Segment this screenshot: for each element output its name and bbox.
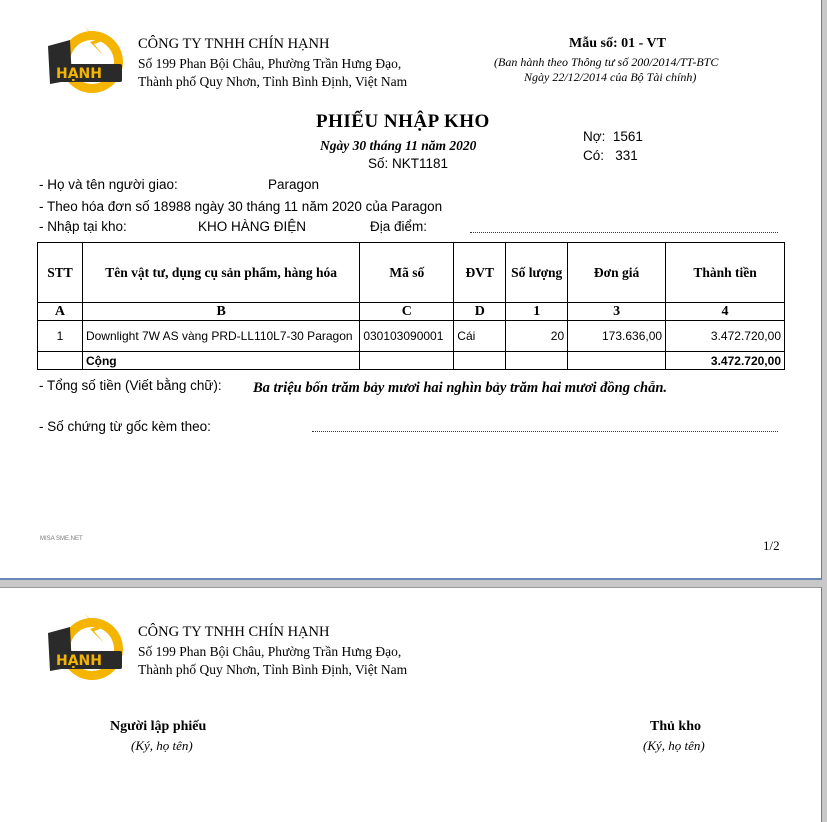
header-amount: Thành tiền — [666, 243, 785, 303]
total-empty-cell — [506, 352, 568, 370]
letter-cell: C — [360, 303, 454, 321]
deliverer-label: - Họ và tên người giao: — [39, 177, 178, 192]
company-address-line2: Thành phố Quy Nhơn, Tỉnh Bình Định, Việt Nam — [138, 74, 408, 89]
document-number-label: Số: — [368, 156, 389, 171]
page-number: 1/2 — [763, 538, 780, 553]
document-number — [368, 156, 448, 171]
row-amount: 3.472.720,00 — [666, 321, 785, 352]
header-name: Tên vật tư, dụng cụ sản phẩm, hàng hóa — [82, 243, 359, 303]
letter-cell: 1 — [506, 303, 568, 321]
header-code: Mã số — [360, 243, 454, 303]
letter-cell: 4 — [666, 303, 785, 321]
attached-docs-label: - Số chứng từ gốc kèm theo: — [39, 419, 211, 434]
form-code: Mẫu số: 01 - VT — [569, 36, 666, 51]
credit-value: 331 — [615, 148, 638, 163]
svg-text:HẠNH: HẠNH — [56, 66, 102, 82]
document-date: Ngày 30 tháng 11 năm 2020 — [320, 138, 477, 153]
total-empty-cell — [454, 352, 506, 370]
company-name: CÔNG TY TNHH CHÍN HẠNH — [138, 624, 330, 640]
debit-value: 1561 — [612, 129, 643, 144]
goods-table — [37, 242, 785, 370]
debit-label: Nợ: — [583, 129, 606, 144]
debit-account — [583, 129, 643, 144]
software-watermark: MISA SME.NET — [40, 536, 83, 542]
warehouse-label: - Nhập tại kho: — [39, 219, 127, 234]
amount-in-words: Ba triệu bốn trăm bảy mươi hai nghìn bảy trăm hai mươi đồng chẵn. — [253, 380, 668, 396]
location-label: Địa điểm: — [370, 219, 428, 234]
total-label: Cộng — [82, 352, 359, 370]
row-name: Downlight 7W AS vàng PRD-LL110L7-30 Paragon — [82, 321, 359, 352]
company-name: CÔNG TY TNHH CHÍN HẠNH — [138, 36, 330, 52]
attached-docs-dotted-line — [312, 431, 778, 432]
document-number-value: NKT1181 — [392, 156, 449, 171]
company-address-line2: Thành phố Quy Nhơn, Tỉnh Bình Định, Việt Nam — [138, 662, 408, 677]
form-issued-line2: Ngày 22/12/2014 của Bộ Tài chính) — [524, 70, 697, 84]
document-page-2 — [0, 587, 822, 822]
header-price: Đơn giá — [568, 243, 666, 303]
location-dotted-line — [470, 232, 778, 233]
total-empty-cell — [38, 352, 83, 370]
company-address-line1: Số 199 Phan Bội Châu, Phường Trần Hưng Đạo, — [138, 644, 402, 659]
credit-label: Có: — [583, 148, 605, 163]
deliverer-value: Paragon — [268, 177, 320, 192]
total-empty-cell — [568, 352, 666, 370]
credit-account — [583, 148, 638, 163]
preparer-signature-sub: (Ký, họ tên) — [131, 738, 193, 753]
letter-cell: A — [38, 303, 83, 321]
company-logo-icon — [44, 611, 126, 687]
header-stt: STT — [38, 243, 83, 303]
row-code: 030103090001 — [360, 321, 454, 352]
svg-text:HẠNH: HẠNH — [56, 653, 102, 669]
letter-cell: B — [82, 303, 359, 321]
header-qty: Số lượng — [506, 243, 568, 303]
row-stt: 1 — [38, 321, 83, 352]
header-unit: ĐVT — [454, 243, 506, 303]
preparer-signature-title: Người lập phiếu — [110, 719, 207, 734]
letter-cell: 3 — [568, 303, 666, 321]
keeper-signature-sub: (Ký, họ tên) — [643, 738, 705, 753]
row-qty: 20 — [506, 321, 568, 352]
total-amount: 3.472.720,00 — [666, 352, 785, 370]
warehouse-value: KHO HÀNG ĐIỆN — [198, 219, 307, 234]
row-price: 173.636,00 — [568, 321, 666, 352]
company-address-line1: Số 199 Phan Bội Châu, Phường Trần Hưng Đạo, — [138, 56, 402, 71]
letter-cell: D — [454, 303, 506, 321]
document-title: PHIẾU NHẬP KHO — [316, 111, 490, 132]
amount-in-words-label: - Tổng số tiền (Viết bằng chữ): — [39, 378, 222, 393]
keeper-signature-title: Thủ kho — [650, 719, 701, 734]
invoice-line: - Theo hóa đơn số 18988 ngày 30 tháng 11 năm 2020 của Paragon — [39, 199, 443, 214]
table-letter-row — [38, 303, 785, 321]
table-total-row — [38, 352, 785, 370]
form-issued-line1: (Ban hành theo Thông tư số 200/2014/TT-BTC — [494, 55, 719, 69]
table-row — [38, 321, 785, 352]
table-header-row — [38, 243, 785, 303]
row-unit: Cái — [454, 321, 506, 352]
total-empty-cell — [360, 352, 454, 370]
company-logo-icon — [44, 24, 126, 100]
